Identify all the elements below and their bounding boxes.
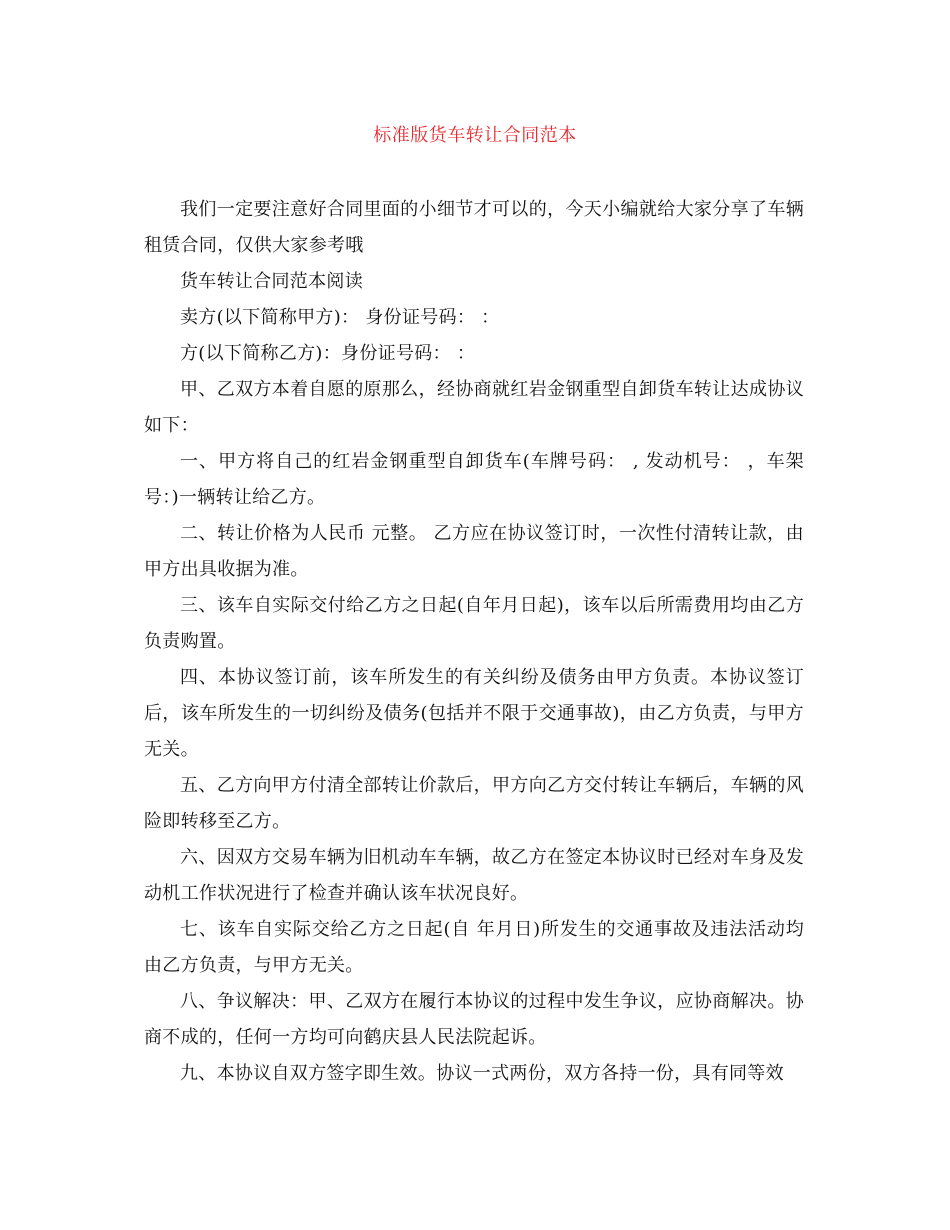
clause-3: 三、该车自实际交付给乙方之日起(自年月日起)，该车以后所需费用均由乙方负责购置。 <box>144 595 804 652</box>
clause-4: 四、本协议签订前，该车所发生的有关纠纷及债务由甲方负责。本协议签订后，该车所发生的一切纠纷及债务(包括并不限于交通事故)，由乙方负责，与甲方无关。 <box>144 667 804 760</box>
clause-2: 二、转让价格为人民币 元整。 乙方应在协议签订时，一次性付清转让款，由甲方出具收据为准。 <box>144 523 804 580</box>
clause-1: 一、甲方将自己的红岩金钢重型自卸货车(车牌号码： , 发动机号： ，车架号：)一辆转让给乙方。 <box>144 451 804 508</box>
clause-5: 五、乙方向甲方付清全部转让价款后，甲方向乙方交付转让车辆后，车辆的风险即转移至乙方。 <box>144 775 804 832</box>
document-body <box>144 192 804 1092</box>
paragraph-buyer: 方(以下简称乙方)：身份证号码： ： <box>180 343 476 364</box>
paragraph-preamble: 甲、乙双方本着自愿的原那么，经协商就红岩金钢重型自卸货车转让达成协议如下： <box>144 379 804 436</box>
clause-7: 七、该车自实际交给乙方之日起(自 年月日)所发生的交通事故及违法活动均由乙方负责，与甲方无关。 <box>144 919 804 976</box>
clause-6: 六、因双方交易车辆为旧机动车车辆，故乙方在签定本协议时已经对车身及发动机工作状况进行了检查并确认该车状况良好。 <box>144 847 804 904</box>
clause-9: 九、本协议自双方签字即生效。协议一式两份，双方各持一份，具有同等效 <box>180 1063 784 1084</box>
paragraph-seller: 卖方(以下简称甲方)： 身份证号码： ： <box>180 307 500 328</box>
paragraph-subtitle: 货车转让合同范本阅读 <box>180 271 363 292</box>
paragraph-intro: 我们一定要注意好合同里面的小细节才可以的，今天小编就给大家分享了车辆租赁合同，仅供大家参考哦 <box>144 199 804 256</box>
document-title: 标准版货车转让合同范本 <box>373 125 577 146</box>
clause-8: 八、争议解决：甲、乙双方在履行本协议的过程中发生争议，应协商解决。协商不成的，任何一方均可向鹤庆县人民法院起诉。 <box>144 991 804 1048</box>
